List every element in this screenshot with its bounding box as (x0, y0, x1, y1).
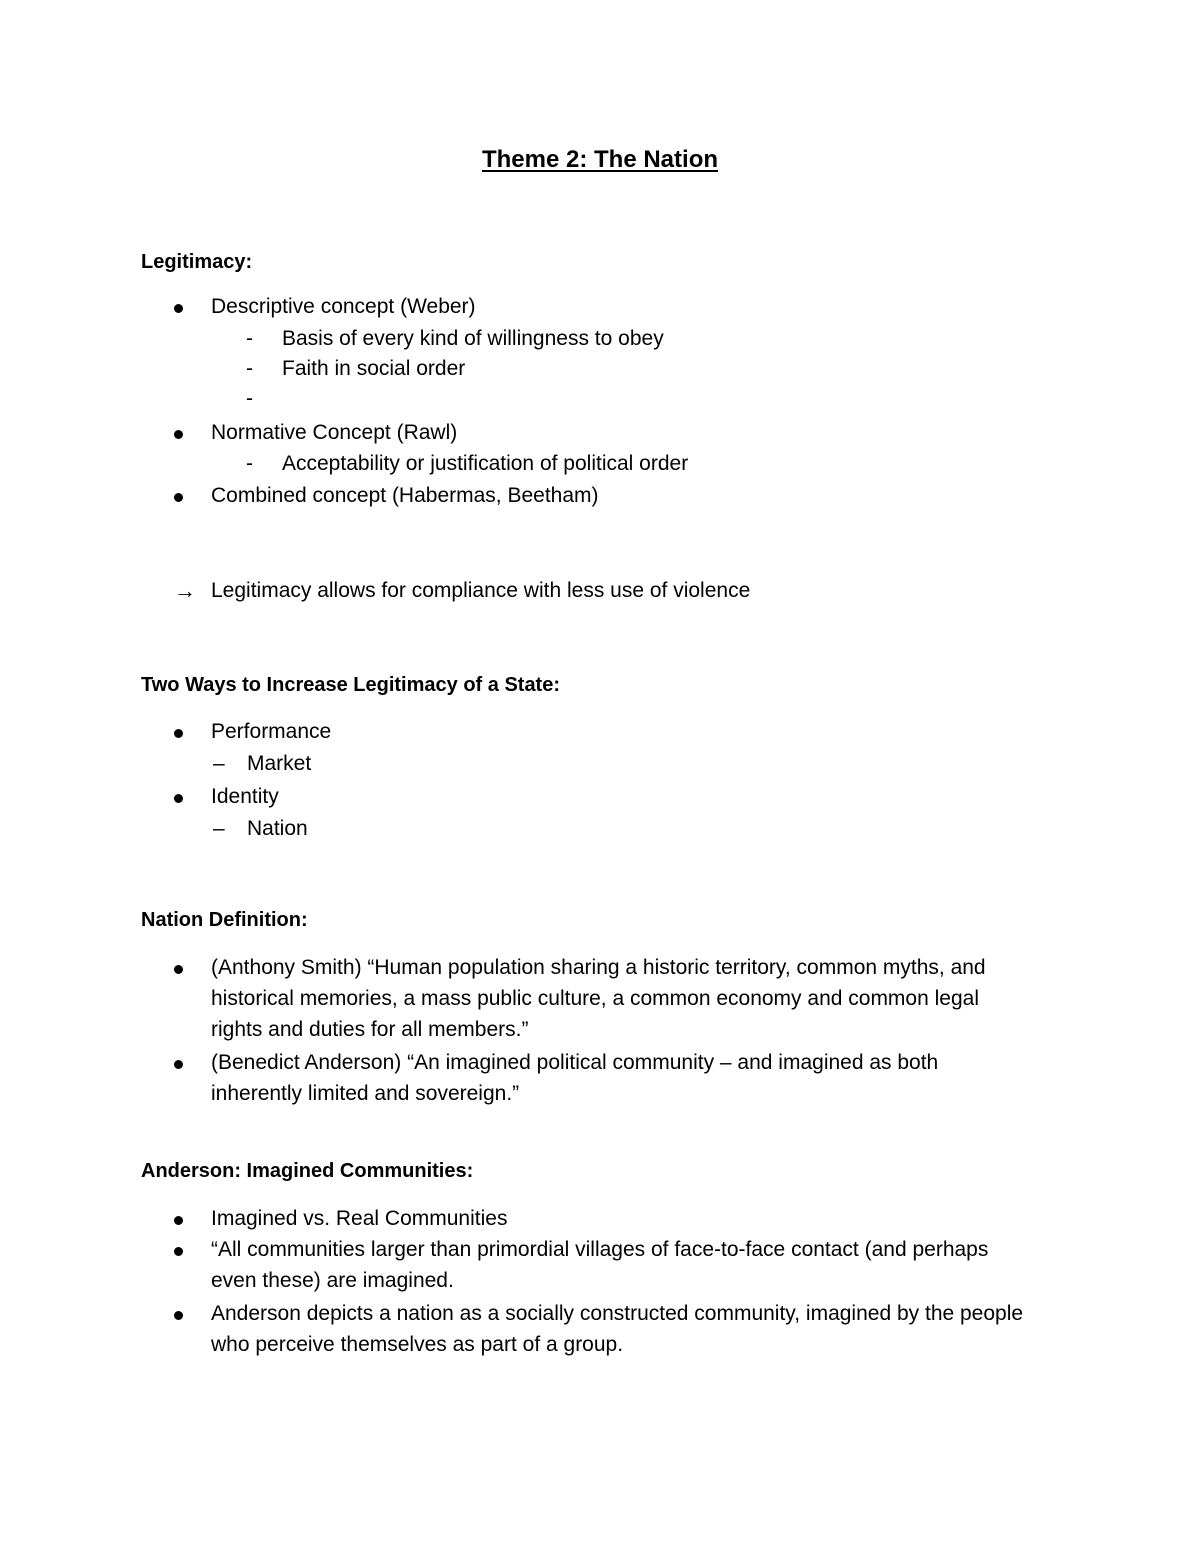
bullet-icon (174, 1311, 186, 1323)
nation-definition-heading: Nation Definition: (141, 909, 308, 931)
dash-marker: – (213, 752, 225, 775)
dash-marker: - (246, 452, 253, 475)
bullet-icon (174, 493, 186, 505)
page-title: Theme 2: The Nation (481, 146, 719, 173)
bullet-icon (174, 965, 186, 977)
legitimacy-heading: Legitimacy: (141, 251, 253, 273)
empty-dash-item: - (246, 387, 253, 410)
anderson-definition-line-2: inherently limited and sovereign.” (211, 1082, 520, 1105)
descriptive-concept-item: Descriptive concept (Weber) (211, 295, 476, 318)
two-ways-heading: Two Ways to Increase Legitimacy of a State: (141, 674, 561, 696)
performance-item: Performance (211, 720, 332, 743)
smith-definition-line-3: rights and duties for all members.” (211, 1018, 529, 1041)
imagined-item-3-line-1: Anderson depicts a nation as a socially constructed community, imagined by the people (211, 1302, 1024, 1325)
performance-sub-item: Market (247, 752, 312, 775)
imagined-communities-heading: Anderson: Imagined Communities: (141, 1160, 474, 1182)
imagined-item-3-line-2: who perceive themselves as part of a group. (211, 1333, 624, 1356)
dash-marker: - (246, 357, 253, 380)
combined-concept-item: Combined concept (Habermas, Beetham) (211, 484, 599, 507)
imagined-item-2-line-2: even these) are imagined. (211, 1269, 454, 1292)
bullet-icon (174, 1060, 186, 1072)
bullet-icon (174, 1216, 186, 1228)
bullet-icon (174, 729, 186, 741)
identity-item: Identity (211, 785, 279, 808)
bullet-icon (174, 430, 186, 442)
dash-marker: - (246, 327, 253, 350)
smith-definition-line-1: (Anthony Smith) “Human population sharing a historic territory, common myths, and (211, 956, 986, 979)
anderson-definition-line-1: (Benedict Anderson) “An imagined political community – and imagined as both (211, 1051, 939, 1074)
imagined-item-2-line-1: “All communities larger than primordial villages of face-to-face contact (and perhaps (211, 1238, 989, 1261)
legitimacy-conclusion: Legitimacy allows for compliance with less use of violence (211, 579, 751, 602)
normative-sub-item-1: Acceptability or justification of political order (282, 452, 689, 475)
bullet-icon (174, 794, 186, 806)
descriptive-sub-item-1: Basis of every kind of willingness to obey (282, 327, 664, 350)
right-arrow-icon: → (174, 578, 196, 603)
bullet-icon (174, 304, 186, 316)
smith-definition-line-2: historical memories, a mass public culture, a common economy and common legal (211, 987, 979, 1010)
bullet-icon (174, 1247, 186, 1259)
identity-sub-item: Nation (247, 817, 308, 840)
normative-concept-item: Normative Concept (Rawl) (211, 421, 458, 444)
imagined-item-1: Imagined vs. Real Communities (211, 1207, 508, 1230)
descriptive-sub-item-2: Faith in social order (282, 357, 466, 380)
dash-marker: – (213, 817, 225, 840)
